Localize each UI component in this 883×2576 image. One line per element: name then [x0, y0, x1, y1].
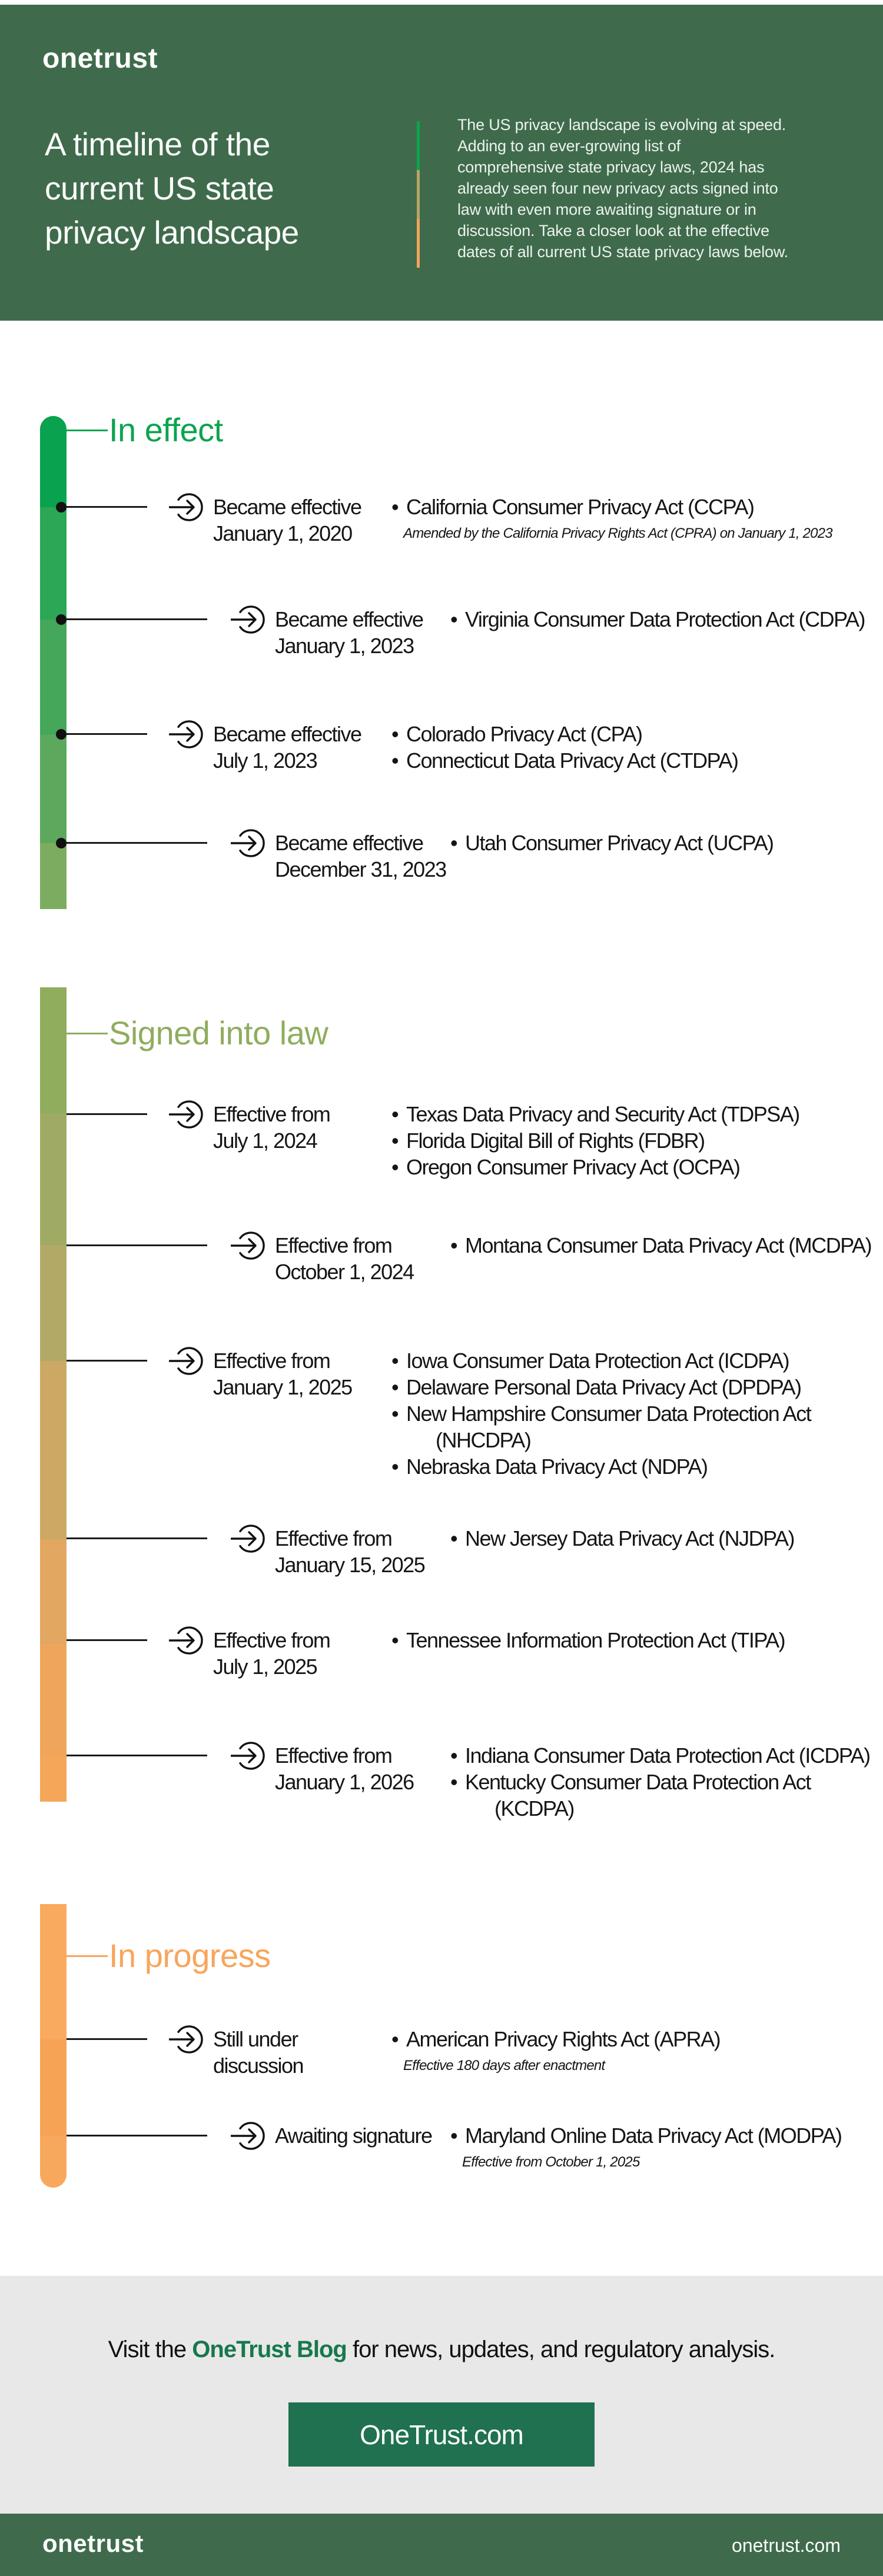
section-heading-in-effect: In effect	[109, 411, 223, 448]
bullet-icon: •	[391, 748, 399, 773]
bullet-icon: •	[450, 2124, 458, 2148]
law-list: • Indiana Consumer Data Protection Act (ICDPA) • Kentucky Consumer Data Protection Act (KCDPA)	[450, 1743, 870, 1820]
law-list: • Tennessee Information Protection Act (TIPA)	[391, 1628, 785, 1652]
bullet-icon: •	[391, 722, 399, 746]
connector-line	[67, 1113, 147, 1115]
effective-arrow-icon	[231, 1231, 265, 1260]
bullet-icon: •	[391, 1155, 399, 1179]
item-date-label: Effective from January 1, 2026	[275, 1743, 414, 1794]
item-date-label: Awaiting signature	[275, 2124, 432, 2148]
connector-line	[67, 842, 207, 844]
connector-line	[67, 733, 147, 735]
law-list: • Maryland Online Data Privacy Act (MODPA) Effective from October 1, 2025	[450, 2122, 842, 2175]
bullet-icon: •	[450, 1526, 458, 1550]
bullet-icon: •	[391, 2027, 399, 2051]
item-date-label: Became effective July 1, 2023	[213, 722, 361, 773]
bullet-icon: •	[450, 1743, 458, 1768]
footer-website-text: onetrust.com	[732, 2535, 841, 2556]
header-banner	[0, 5, 883, 321]
connector-line	[67, 506, 147, 508]
effective-arrow-icon	[231, 1524, 265, 1553]
effective-arrow-icon	[231, 1741, 265, 1770]
bullet-icon: •	[450, 1770, 458, 1794]
bullet-icon: •	[391, 1349, 399, 1373]
law-note: Effective from October 1, 2025	[462, 2154, 640, 2170]
section-connector	[67, 1955, 108, 1957]
law-note: Amended by the California Privacy Rights Act (CPRA) on January 1, 2023	[403, 525, 832, 541]
item-date-label: Effective from October 1, 2024	[275, 1233, 414, 1284]
law-list: • Iowa Consumer Data Protection Act (ICDPA) • Delaware Personal Data Privacy Act (DPDPA) • New Hampshire Consumer Data Protection Act (NHCDPA) • Nebraska Data Privacy Act (NDPA)	[391, 1349, 811, 1479]
item-date-label: Effective from July 1, 2025	[213, 1628, 330, 1679]
page-title: A timeline of the current US state privacy landscape	[45, 126, 299, 251]
law-list: • American Privacy Rights Act (APRA) Effective 180 days after enactment	[391, 2026, 720, 2079]
section-heading-signed-into-law: Signed into law	[109, 1014, 328, 1051]
onetrust-com-button[interactable]: OneTrust.com	[288, 2402, 595, 2467]
bullet-icon: •	[391, 1102, 399, 1126]
onetrust-blog-link[interactable]: OneTrust Blog	[192, 2337, 347, 2362]
onetrust-footer-logo: onetrust	[42, 2530, 144, 2557]
bullet-icon: •	[391, 1402, 399, 1426]
timeline-dot	[56, 729, 67, 740]
effective-arrow-icon	[231, 2121, 265, 2151]
timeline-bar-in-progress	[40, 1904, 67, 2188]
footer-cta-panel	[0, 2276, 883, 2514]
connector-line	[67, 1639, 147, 1641]
item-date-label: Became effective January 1, 2020	[213, 495, 361, 545]
bullet-icon: •	[391, 1455, 399, 1479]
section-heading-in-progress: In progress	[109, 1937, 271, 1974]
effective-arrow-icon	[169, 720, 203, 749]
bullet-icon: •	[450, 1233, 458, 1257]
effective-arrow-icon	[169, 1346, 203, 1376]
effective-arrow-icon	[169, 1100, 203, 1129]
item-date-label: Became effective December 31, 2023	[275, 831, 446, 881]
connector-line	[67, 618, 207, 620]
effective-arrow-icon	[169, 1626, 203, 1655]
law-list: • California Consumer Privacy Act (CCPA) Amended by the California Privacy Rights Act (CPRA) on January 1, 2023	[391, 494, 832, 547]
item-date-label: Effective from January 15, 2025	[275, 1526, 425, 1577]
connector-line	[67, 2135, 207, 2136]
law-list: • Utah Consumer Privacy Act (UCPA)	[450, 831, 774, 855]
bullet-icon: •	[391, 1375, 399, 1399]
bullet-icon: •	[391, 1628, 399, 1652]
connector-line	[67, 1537, 207, 1539]
item-date-label: Effective from July 1, 2024	[213, 1102, 330, 1153]
effective-arrow-icon	[169, 492, 203, 522]
connector-line	[67, 1360, 147, 1362]
bullet-icon: •	[391, 495, 399, 519]
section-connector	[67, 430, 108, 431]
connector-line	[67, 1755, 207, 1756]
item-date-label: Effective from January 1, 2025	[213, 1349, 352, 1399]
item-date-label: Still under discussion	[213, 2027, 304, 2078]
bullet-icon: •	[391, 1129, 399, 1153]
timeline-bar-signed-into-law	[40, 987, 67, 1802]
effective-arrow-icon	[231, 828, 265, 858]
law-list: • Colorado Privacy Act (CPA) • Connecticut Data Privacy Act (CTDPA)	[391, 722, 738, 773]
onetrust-logo: onetrust	[42, 43, 158, 74]
timeline-dot	[56, 502, 67, 512]
timeline-dot	[56, 838, 67, 848]
effective-arrow-icon	[231, 605, 265, 634]
law-note: Effective 180 days after enactment	[403, 2058, 605, 2074]
timeline-bar-in-effect	[40, 416, 67, 909]
section-connector	[67, 1033, 108, 1034]
bullet-icon: •	[450, 831, 458, 855]
timeline-dot	[56, 614, 67, 625]
item-date-label: Became effective January 1, 2023	[275, 607, 423, 658]
law-list: • Texas Data Privacy and Security Act (TDPSA) • Florida Digital Bill of Rights (FDBR) • Oregon Consumer Privacy Act (OCPA)	[391, 1102, 799, 1179]
bullet-icon: •	[450, 607, 458, 631]
tricolor-divider	[417, 121, 420, 268]
intro-paragraph: The US privacy landscape is evolving at speed. Adding to an ever-growing list of comprehensive state privacy laws, 2024 has already seen four new privacy acts signed into law with even more awaiting signature or in discussion. Take a closer look at the effective dates of all current US state privacy laws below.	[457, 116, 788, 261]
connector-line	[67, 1244, 207, 1246]
effective-arrow-icon	[169, 2025, 203, 2054]
law-list: • Montana Consumer Data Privacy Act (MCDPA)	[450, 1233, 872, 1257]
connector-line	[67, 2038, 147, 2040]
law-list: • New Jersey Data Privacy Act (NJDPA)	[450, 1526, 794, 1550]
law-list: • Virginia Consumer Data Protection Act (CDPA)	[450, 607, 865, 631]
footer-message: Visit the OneTrust Blog for news, updates, and regulatory analysis.	[108, 2337, 775, 2362]
